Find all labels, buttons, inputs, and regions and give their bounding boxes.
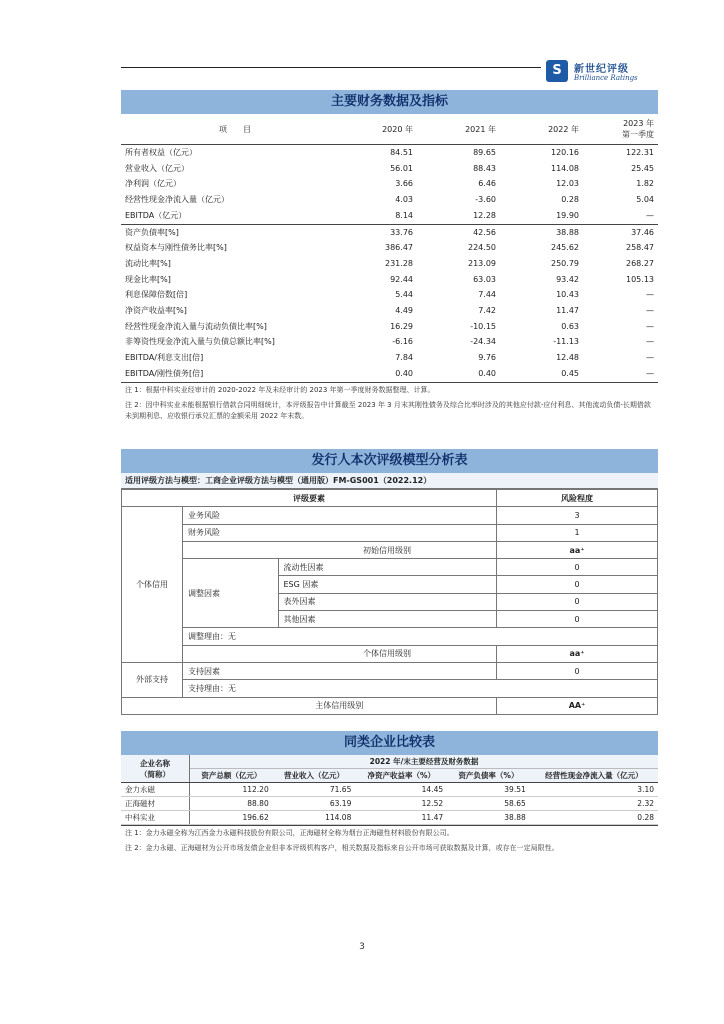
row-value: -10.15 — [470, 321, 496, 331]
col-company-label: 企业名称 — [140, 758, 170, 768]
row-label: 资产负债率[%] — [121, 224, 349, 240]
peer-value: 0.28 — [530, 811, 658, 825]
financial-note-2: 注 2：因中科实业未能根据银行借款合同明细统计，本评级报告中计算截至 2023 年 3 月末其刚性债务及综合比率时涉及的其他应付款-应付利息、其他流动负债-长期借款未到期利息、应收银行承兑汇票的金额采用 2022 年末数。 — [125, 400, 651, 420]
col-2020: 2020 年 — [349, 114, 417, 145]
row-value: 213.09 — [468, 258, 496, 268]
financial-row — [121, 161, 658, 177]
row-label: EBITDA/刚性债务[倍] — [125, 368, 204, 378]
financial-row — [121, 319, 658, 335]
off-balance-label: 表外因素 — [278, 593, 497, 610]
esg-label: ESG 因素 — [278, 576, 497, 593]
row-value: 12.28 — [473, 210, 496, 220]
financial-table-header — [121, 114, 658, 145]
adjust-factors-label: 调整因素 — [183, 559, 279, 628]
brand-logo-icon: S — [546, 60, 568, 82]
col-2023q1 — [583, 114, 658, 145]
subject-rating-value: AA⁺ — [497, 697, 658, 714]
peer-value: 114.08 — [273, 811, 356, 825]
col-2023q1-label: 第一季度 — [622, 130, 654, 139]
row-value: 5.04 — [636, 195, 654, 205]
row-value: 4.49 — [395, 306, 413, 316]
adjust-reason: 调整理由：无 — [183, 628, 658, 645]
individual-credit-label: 个体信用 — [122, 507, 183, 663]
off-balance-value: 0 — [497, 593, 658, 610]
peer-value: 38.88 — [447, 811, 530, 825]
financial-row — [121, 208, 658, 224]
esg-value: 0 — [497, 576, 658, 593]
row-value: — — [646, 306, 654, 316]
row-label: 非筹资性现金净流入量与负债总额比率[%] — [125, 337, 275, 347]
individual-rating-value: aa⁺ — [497, 645, 658, 662]
financial-row — [121, 256, 658, 272]
financial-row — [121, 240, 658, 256]
row-value: 25.45 — [631, 163, 654, 173]
peer-value: 58.65 — [447, 797, 530, 811]
financial-row — [121, 272, 658, 288]
col-company — [121, 755, 190, 783]
row-value: — — [646, 353, 654, 363]
row-label: 净资产收益率[%] — [125, 306, 187, 316]
peer-value: 63.19 — [273, 797, 356, 811]
row-label: 权益资本与刚性债务比率[%] — [125, 243, 227, 253]
peer-col-header: 经营性现金净流入量（亿元） — [530, 769, 658, 783]
row-value: 7.84 — [395, 353, 413, 363]
financial-row — [121, 192, 658, 208]
row-value: 224.50 — [468, 243, 496, 253]
financial-indicators-panel — [121, 90, 658, 424]
peer-notes — [121, 825, 658, 856]
row-label: 流动比率[%] — [125, 258, 171, 268]
business-risk-label: 业务风险 — [183, 507, 497, 524]
business-risk-value: 3 — [497, 507, 658, 524]
row-label: 净利润（亿元） — [125, 179, 181, 189]
row-value: 0.40 — [395, 368, 413, 378]
head-risk: 风险程度 — [497, 490, 658, 507]
peer-value: 12.52 — [355, 797, 447, 811]
peer-value: 2.32 — [530, 797, 658, 811]
row-value: 12.48 — [556, 353, 579, 363]
row-value: — — [646, 337, 654, 347]
peer-table — [121, 755, 658, 825]
financial-risk-label: 财务风险 — [183, 524, 497, 541]
row-value: — — [646, 290, 654, 300]
row-value: 93.42 — [556, 274, 579, 284]
row-value: 231.28 — [385, 258, 413, 268]
row-label: 经营性现金净流入量（亿元） — [125, 195, 229, 205]
row-label: 现金比率[%] — [125, 274, 171, 284]
row-value: 120.16 — [551, 148, 579, 157]
rating-model-title: 发行人本次评级模型分析表 — [121, 449, 658, 473]
row-value: 37.46 — [583, 224, 658, 240]
row-value: 0.28 — [561, 195, 579, 205]
row-value: 1.82 — [636, 179, 654, 189]
brand-name-en: Brilliance Ratings — [574, 74, 638, 82]
row-value: -11.13 — [553, 337, 579, 347]
peer-company: 金力永磁 — [121, 783, 190, 797]
peer-note-2: 注 2：金力永磁、正海磁材为公开市场发债企业但非本评级机构客户，相关数据及指标来自公开市场可获取数据及计算，或存在一定局限性。 — [125, 844, 559, 852]
peer-value: 196.62 — [190, 811, 273, 825]
row-value: 89.65 — [473, 148, 496, 157]
financial-row — [121, 334, 658, 350]
row-value: 12.03 — [556, 179, 579, 189]
row-label: 经营性现金净流入量与流动负债比率[%] — [125, 321, 267, 331]
other-factors-value: 0 — [497, 611, 658, 628]
peer-value: 88.80 — [190, 797, 273, 811]
col-2023q1-year: 2023 年 — [623, 119, 654, 128]
initial-rating-label: 初始信用级别 — [278, 541, 497, 558]
peer-company: 正海磁材 — [121, 797, 190, 811]
row-value: 16.29 — [390, 321, 413, 331]
col-item: 项 目 — [121, 114, 349, 145]
financial-note-1: 注 1：根据中科实业经审计的 2020-2022 年及未经审计的 2023 年第一季度财务数据整理、计算。 — [125, 385, 435, 394]
financial-row — [121, 350, 658, 366]
peer-note-1: 注 1：金力永磁全称为江西金力永磁科技股份有限公司，正海磁材全称为烟台正海磁性材料股份有限公司。 — [125, 829, 454, 837]
row-value: 6.46 — [478, 179, 496, 189]
external-support-label: 外部支持 — [122, 662, 183, 697]
row-value: 0.40 — [478, 368, 496, 378]
financial-risk-value: 1 — [497, 524, 658, 541]
peer-value: 14.45 — [355, 783, 447, 797]
peer-value: 3.10 — [530, 783, 658, 797]
col-company-label-2: （简称） — [140, 769, 170, 779]
row-value: -6.16 — [392, 337, 413, 347]
peer-comparison-panel — [121, 731, 658, 856]
row-value: — — [646, 368, 654, 378]
row-value: 386.47 — [385, 243, 413, 253]
brand-name-cn: 新世纪评级 — [574, 64, 629, 75]
row-value: 105.13 — [626, 274, 654, 284]
financial-row — [121, 176, 658, 192]
financial-notes — [121, 382, 658, 424]
row-value: 19.90 — [556, 210, 579, 220]
row-value: 3.66 — [395, 179, 413, 189]
header-rule — [121, 67, 541, 68]
col-2022: 2022 年 — [500, 114, 583, 145]
rating-model-table — [121, 489, 658, 715]
row-value: 258.47 — [626, 243, 654, 253]
peer-col-header: 资产负债率（%） — [447, 769, 530, 783]
row-value: 122.31 — [626, 148, 654, 157]
row-value: 0.63 — [561, 321, 579, 331]
financial-row — [121, 145, 658, 161]
row-value: 8.14 — [395, 210, 413, 220]
row-value: 88.43 — [473, 163, 496, 173]
individual-rating-label: 个体信用级别 — [278, 645, 497, 662]
row-value: 11.47 — [556, 306, 579, 316]
page-number: 3 — [359, 942, 365, 952]
subject-rating-label: 主体信用级别 — [183, 697, 497, 714]
rating-model-panel — [121, 449, 658, 715]
row-value: 9.76 — [478, 353, 496, 363]
row-value: — — [646, 321, 654, 331]
group-header: 2022 年/末主要经营及财务数据 — [190, 755, 659, 769]
peer-row — [121, 783, 658, 797]
row-value: 7.42 — [478, 306, 496, 316]
row-value: -3.60 — [475, 195, 496, 205]
row-label: EBITDA（亿元） — [125, 210, 187, 220]
financial-row — [121, 366, 658, 382]
row-value: 5.44 — [395, 290, 413, 300]
support-reason: 支持理由：无 — [183, 680, 658, 697]
rating-model-subtitle: 适用评级方法与模型：工商企业评级方法与模型（通用版）FM-GS001（2022.12） — [121, 473, 658, 489]
peer-value: 11.47 — [355, 811, 447, 825]
liquidity-label: 流动性因素 — [278, 559, 497, 576]
row-label: 所有者权益（亿元） — [125, 148, 197, 157]
row-value: 42.56 — [417, 224, 500, 240]
row-value: 7.44 — [478, 290, 496, 300]
peer-col-header: 资产总额（亿元） — [190, 769, 273, 783]
peer-value: 112.20 — [190, 783, 273, 797]
row-value: 245.62 — [551, 243, 579, 253]
peer-company: 中科实业 — [121, 811, 190, 825]
col-2021: 2021 年 — [417, 114, 500, 145]
other-factors-label: 其他因素 — [278, 611, 497, 628]
row-value: 250.79 — [551, 258, 579, 268]
row-label: EBITDA/利息支出[倍] — [125, 353, 204, 363]
row-value: 10.43 — [556, 290, 579, 300]
peer-row — [121, 797, 658, 811]
row-value: 268.27 — [626, 258, 654, 268]
row-value: 38.88 — [500, 224, 583, 240]
head-factor: 评级要素 — [122, 490, 497, 507]
initial-rating-value: aa⁺ — [497, 541, 658, 558]
row-value: 33.76 — [349, 224, 417, 240]
financial-table — [121, 114, 658, 382]
peer-col-header: 净资产收益率（%） — [355, 769, 447, 783]
support-factor-value: 0 — [497, 662, 658, 679]
row-value: 92.44 — [390, 274, 413, 284]
row-label: 营业收入（亿元） — [125, 163, 189, 173]
row-value: 114.08 — [551, 163, 579, 173]
support-factor-label: 支持因素 — [183, 662, 497, 679]
financial-row — [121, 303, 658, 319]
row-value: — — [646, 210, 654, 220]
row-value: 56.01 — [390, 163, 413, 173]
row-value: 0.45 — [561, 368, 579, 378]
peer-value: 39.51 — [447, 783, 530, 797]
row-value: 84.51 — [390, 148, 413, 157]
financial-row — [121, 287, 658, 303]
row-value: -24.34 — [470, 337, 496, 347]
peer-table-title: 同类企业比较表 — [121, 731, 658, 755]
peer-row — [121, 811, 658, 825]
peer-value: 71.65 — [273, 783, 356, 797]
financial-row — [121, 224, 658, 240]
financial-table-title: 主要财务数据及指标 — [121, 90, 658, 114]
row-value: 63.03 — [473, 274, 496, 284]
peer-col-header: 营业收入（亿元） — [273, 769, 356, 783]
row-value: 4.03 — [395, 195, 413, 205]
row-label: 利息保障倍数[倍] — [125, 290, 188, 300]
liquidity-value: 0 — [497, 559, 658, 576]
